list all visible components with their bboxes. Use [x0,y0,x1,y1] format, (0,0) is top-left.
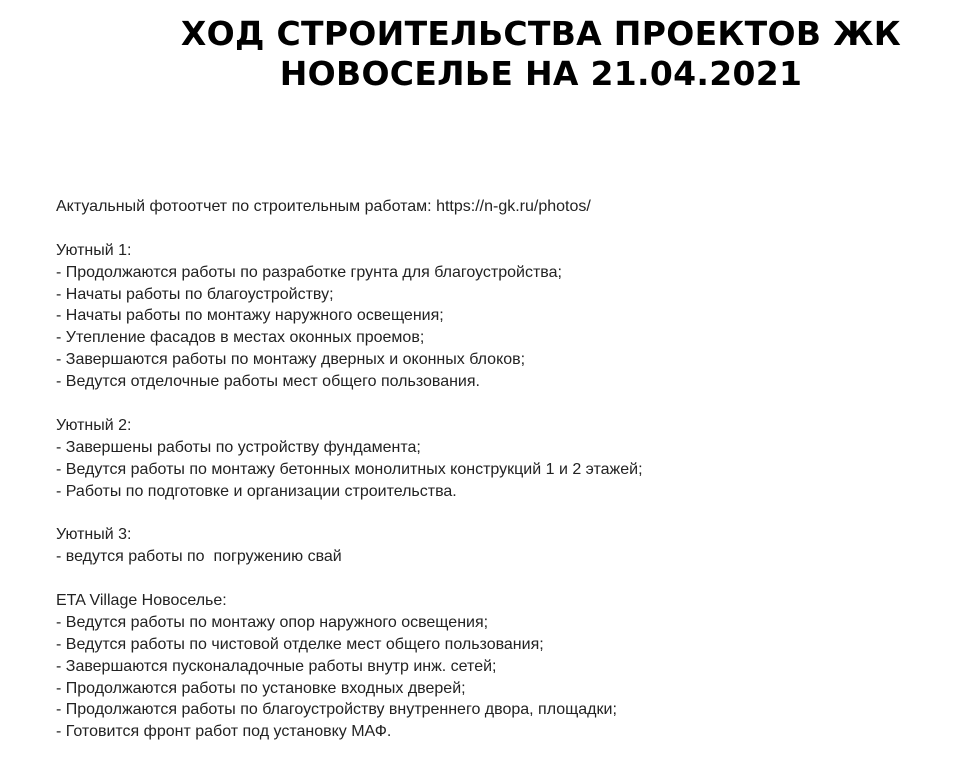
list-item: - Продолжаются работы по разработке грунта для благоустройства; [56,263,562,281]
section-uyutny-1 [56,240,946,393]
spacer [56,393,946,415]
list-item: - Продолжаются работы по благоустройству внутреннего двора, площадки; [56,701,617,719]
list-item: - Ведутся работы по монтажу опор наружного освещения; [56,613,489,631]
section-heading: ETA Village Новоселье: [56,592,227,610]
section-uyutny-3 [56,524,946,568]
intro-line [56,196,946,218]
list-item: - Работы по подготовке и организации строительства. [56,482,457,500]
article-body [56,196,946,743]
list-item: - Готовится фронт работ под установку МАФ. [56,723,392,741]
list-item: - Начаты работы по благоустройству; [56,285,334,303]
list-item: - Ведутся работы по чистовой отделке мест общего пользования; [56,635,544,653]
list-item: - Продолжаются работы по установке входных дверей; [56,679,466,697]
page-title [0,14,964,94]
section-uyutny-2 [56,415,946,503]
section-heading: Уютный 3: [56,526,132,544]
list-item: - Завершены работы по устройству фундамента; [56,438,421,456]
spacer [56,502,946,524]
list-item: - Ведутся отделочные работы мест общего пользования. [56,373,480,391]
section-eta-village [56,590,946,743]
list-item: - ведутся работы по погружению свай [56,548,342,566]
section-heading: Уютный 2: [56,416,132,434]
page-title-line-2: НОВОСЕЛЬЕ НА 21.04.2021 [279,54,803,93]
list-item: - Завершаются работы по монтажу дверных и оконных блоков; [56,351,526,369]
list-item: - Начаты работы по монтажу наружного освещения; [56,307,444,325]
photo-report-link[interactable]: https://n-gk.ru/photos/ [436,198,591,215]
section-heading: Уютный 1: [56,241,132,259]
list-item: - Ведутся работы по монтажу бетонных монолитных конструкций 1 и 2 этажей; [56,460,643,478]
list-item: - Завершаются пусконаладочные работы внутр инж. сетей; [56,657,497,675]
list-item: - Утепление фасадов в местах оконных проемов; [56,329,425,347]
spacer [56,568,946,590]
page-title-line-1: ХОД СТРОИТЕЛЬСТВА ПРОЕКТОВ ЖК [180,14,902,53]
intro-label: Актуальный фотоотчет по строительным работам: [56,198,437,215]
spacer [56,218,946,240]
